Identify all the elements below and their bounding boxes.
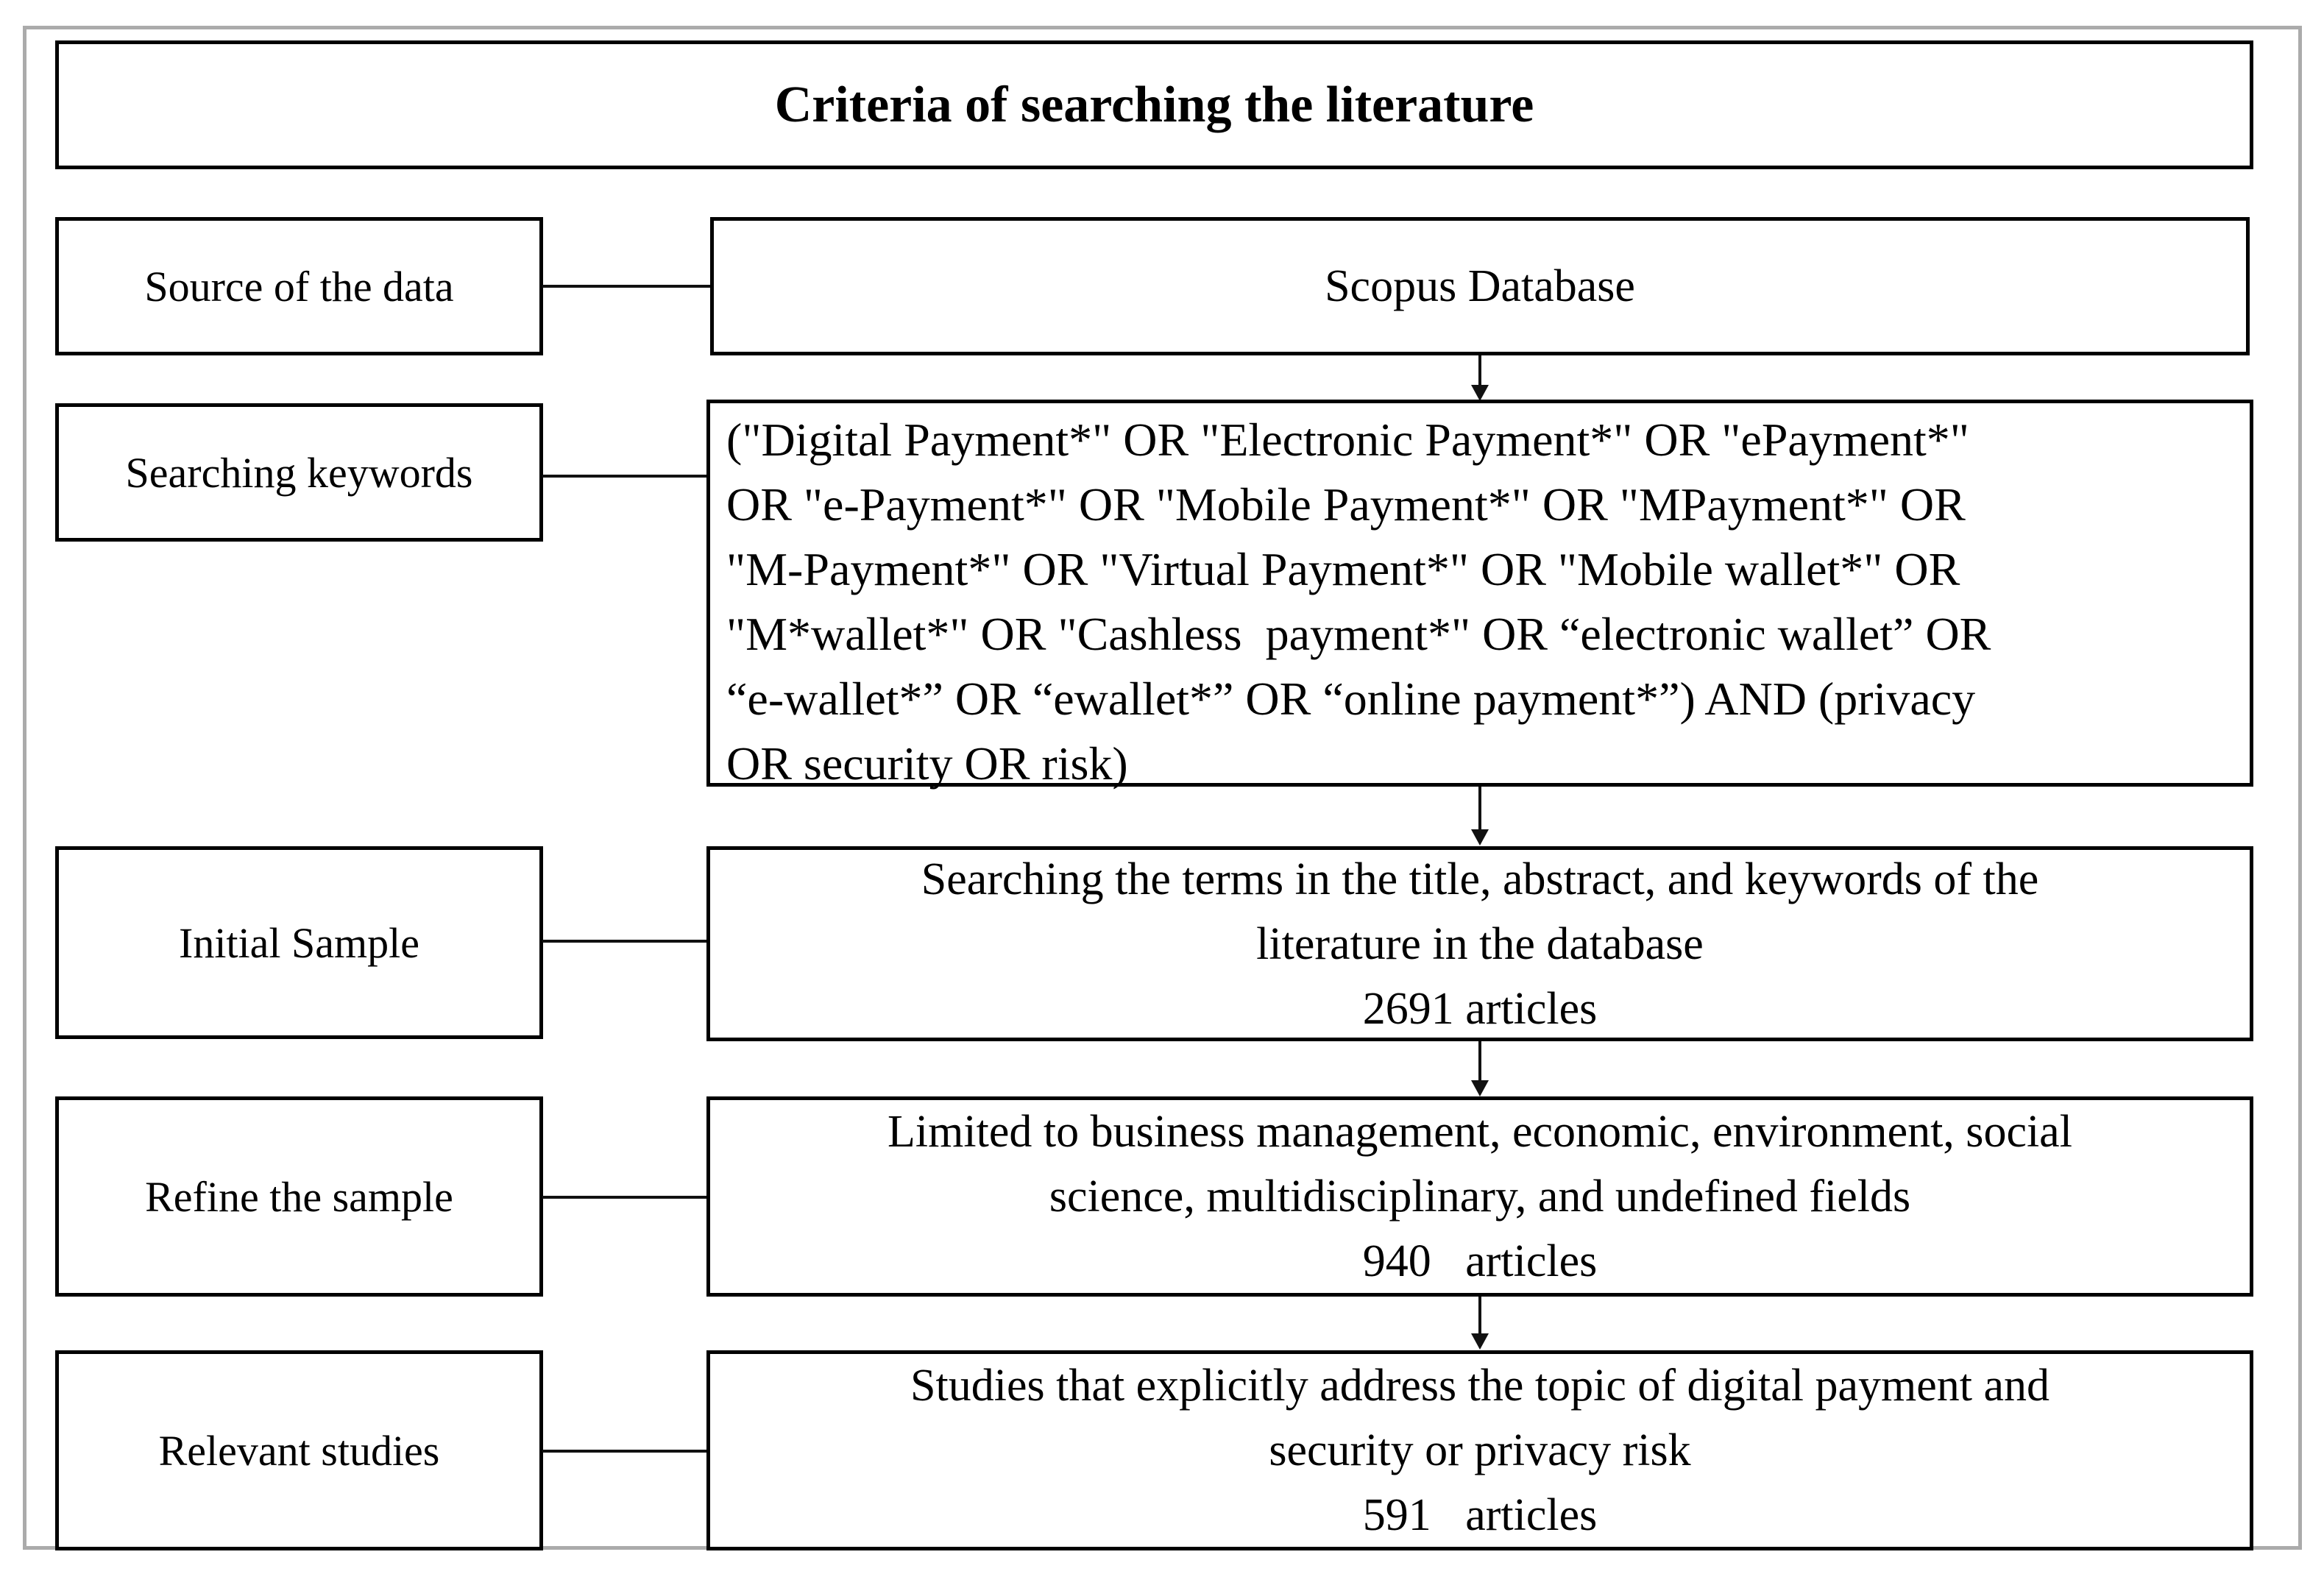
keywords-line: OR security OR risk) bbox=[726, 737, 1128, 790]
label-keywords: Searching keywords bbox=[125, 448, 473, 497]
keywords-line: "M*wallet*" OR "Cashless payment*" OR “electronic wallet” OR bbox=[726, 608, 1991, 660]
content-box-initial-sample bbox=[706, 846, 2253, 1041]
label-source: Source of the data bbox=[144, 262, 454, 311]
arrow-down-icon bbox=[1471, 385, 1489, 401]
arrow-down-icon bbox=[1471, 829, 1489, 846]
criteria-text: security or privacy risk bbox=[1269, 1425, 1691, 1475]
label-box-source bbox=[55, 217, 543, 355]
keywords-line: "M-Payment*" OR "Virtual Payment*" OR "Mobile wallet*" OR bbox=[726, 543, 1960, 595]
flow-arrow-4-shaft bbox=[1478, 1297, 1481, 1335]
flow-arrow-1-shaft bbox=[1478, 355, 1481, 385]
content-source: Scopus Database bbox=[1325, 261, 1635, 311]
criteria-text: Searching the terms in the title, abstract, and keywords of the bbox=[921, 854, 2039, 904]
content-box-source bbox=[710, 217, 2250, 355]
connector-initial-sample bbox=[542, 940, 708, 943]
criteria-text: Limited to business management, economic, environment, social bbox=[888, 1107, 2072, 1157]
arrow-down-icon bbox=[1471, 1333, 1489, 1350]
criteria-text: science, multidisciplinary, and undefined fields bbox=[1049, 1171, 1911, 1222]
criteria-text: literature in the database bbox=[1256, 918, 1704, 969]
article-count: 591 articles bbox=[1362, 1490, 1598, 1540]
criteria-text: Studies that explicitly address the topic of digital payment and bbox=[910, 1361, 2050, 1411]
content-box-refine bbox=[706, 1096, 2253, 1297]
keywords-line: OR "e-Payment*" OR "Mobile Payment*" OR "MPayment*" OR bbox=[726, 478, 1966, 531]
diagram-title: Criteria of searching the literature bbox=[774, 76, 1534, 133]
arrow-down-icon bbox=[1471, 1080, 1489, 1096]
connector-source bbox=[542, 285, 712, 288]
connector-keywords bbox=[542, 475, 712, 478]
flow-arrow-3-shaft bbox=[1478, 1041, 1481, 1082]
label-box-refine bbox=[55, 1096, 543, 1297]
label-box-initial-sample bbox=[55, 846, 543, 1039]
label-box-relevant bbox=[55, 1350, 543, 1550]
keywords-line: ("Digital Payment*" OR "Electronic Payment*" OR "ePayment*" bbox=[726, 414, 1969, 466]
title-box bbox=[55, 40, 2253, 169]
keywords-line: “e-wallet*” OR “ewallet*” OR “online payment*”) AND (privacy bbox=[726, 673, 1976, 725]
content-box-keywords bbox=[706, 400, 2253, 790]
label-initial-sample: Initial Sample bbox=[179, 918, 419, 967]
label-box-keywords bbox=[55, 403, 543, 542]
label-refine: Refine the sample bbox=[145, 1172, 453, 1221]
label-relevant: Relevant studies bbox=[158, 1426, 440, 1475]
content-box-relevant bbox=[706, 1350, 2253, 1550]
article-count: 2691 articles bbox=[1362, 983, 1598, 1034]
article-count: 940 articles bbox=[1362, 1236, 1598, 1286]
connector-refine bbox=[542, 1196, 708, 1199]
flow-arrow-2-shaft bbox=[1478, 787, 1481, 829]
connector-relevant bbox=[542, 1450, 708, 1453]
